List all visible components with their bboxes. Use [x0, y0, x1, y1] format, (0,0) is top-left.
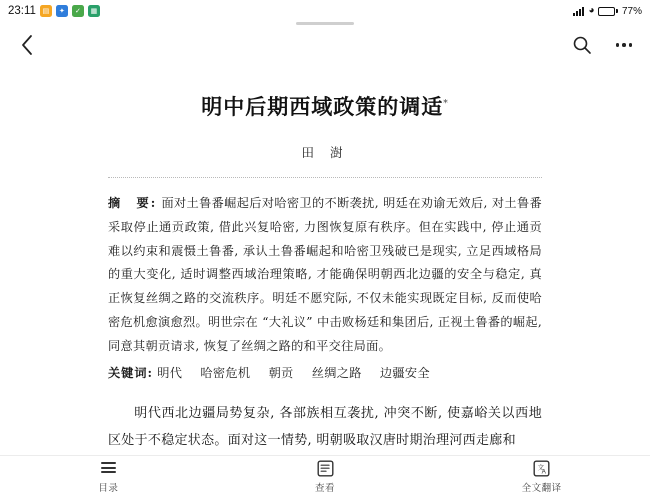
keywords-label: 关键词:	[108, 366, 154, 381]
author-name: 田 澍	[301, 145, 349, 160]
app-icon-orange: ▤	[40, 5, 52, 17]
body-paragraph-text: 明代西北边疆局势复杂, 各部族相互袭扰, 冲突不断, 使嘉峪关以西地区处于不稳定状态。面对这一情势, 明朝吸取汉唐时期治理河西走廊和	[108, 406, 542, 449]
body-paragraph	[108, 401, 542, 454]
translate-icon	[533, 460, 550, 477]
keyword-item: 朝贡	[268, 366, 294, 381]
search-button[interactable]	[570, 33, 594, 57]
page-progress-bar	[0, 22, 650, 25]
document-view-icon	[317, 460, 334, 477]
tab-view[interactable]	[217, 460, 434, 494]
wifi-icon: ◕	[588, 5, 595, 16]
chevron-left-icon	[20, 34, 34, 56]
abstract-label: 摘 要:	[108, 196, 158, 210]
battery-icon	[598, 7, 618, 16]
more-horizontal-icon	[616, 43, 633, 47]
list-icon	[101, 460, 116, 477]
svg-text:A: A	[541, 468, 547, 476]
page-title	[108, 91, 542, 121]
keywords-block	[108, 364, 542, 381]
keyword-item: 边疆安全	[379, 366, 430, 381]
tab-full-text-translation[interactable]	[433, 460, 650, 494]
status-bar	[0, 0, 650, 22]
status-time: 23:11	[8, 5, 36, 17]
document-viewer[interactable]	[0, 65, 650, 455]
page-progress-indicator	[296, 22, 354, 25]
status-bar-left	[8, 5, 100, 17]
nav-actions	[570, 33, 636, 57]
tab-view-label: 查看	[315, 483, 336, 495]
cellular-signal-icon	[573, 7, 584, 16]
nav-bar	[0, 25, 650, 65]
more-options-button[interactable]	[612, 33, 636, 57]
status-bar-right	[573, 6, 642, 17]
page-title-footnote-marker: *	[443, 99, 449, 109]
bottom-toolbar	[0, 455, 650, 499]
page-title-text: 明中后期西域政策的调适	[201, 94, 444, 119]
app-icon-teal: ▦	[88, 5, 100, 17]
search-icon	[572, 35, 592, 55]
battery-percent: 77%	[621, 5, 642, 17]
back-button[interactable]	[14, 32, 40, 58]
tab-catalog[interactable]	[0, 460, 217, 494]
abstract-block	[108, 192, 542, 358]
divider-dotted	[108, 177, 542, 178]
keyword-item: 丝绸之路	[311, 366, 362, 381]
keyword-item: 哈密危机	[200, 366, 251, 381]
tab-full-text-translation-label: 全文翻译	[521, 483, 562, 495]
tab-catalog-label: 目录	[98, 483, 119, 495]
document-page	[108, 65, 542, 455]
svg-text:文: 文	[537, 464, 545, 472]
app-icon-blue: ✦	[56, 5, 68, 17]
app-icon-green: ✓	[72, 5, 84, 17]
abstract-text: 面对土鲁番崛起后对哈密卫的不断袭扰, 明廷在劝谕无效后, 对土鲁番采取停止通贡政策, 借此兴复哈密, 力图恢复原有秩序。但在实践中, 停止通贡难以约束和震慑土鲁番, 承认土鲁番崛起和哈密卫残破已是现实, 立足西域格局的重大变化, 适时调整西域治理策略, 才能确保明朝西北边疆的安全与稳定, 真正恢复丝绸之路的交流秩序。明廷不愿究际, 不仅未能实现既定目标, 反而使哈密危机愈演愈烈。明世宗在 “大礼议” 中击败杨廷和集团后, 正视土鲁番的崛起, 同意其朝贡请求, 恢复了丝绸之路的和平交往局面。	[108, 196, 542, 353]
keyword-item: 明代	[157, 366, 183, 381]
